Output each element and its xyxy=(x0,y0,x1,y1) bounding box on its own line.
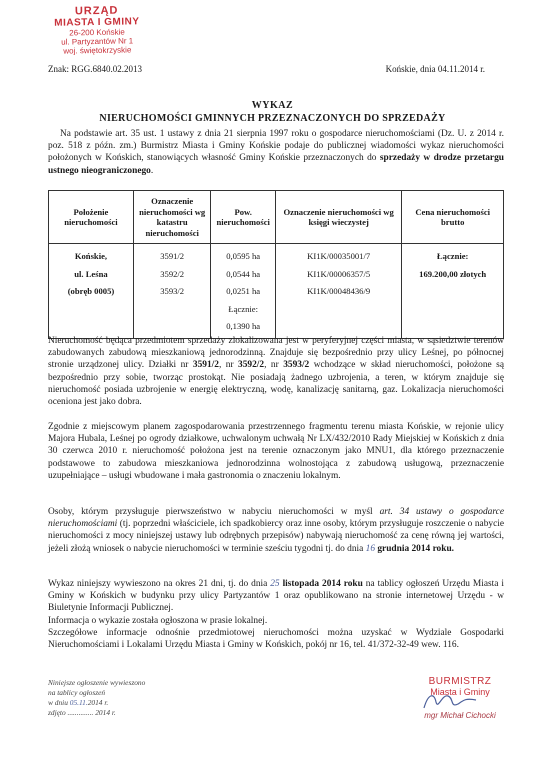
area-1: 0,0595 ha xyxy=(226,251,261,261)
stamp-line-5: woj. świętokrzyskie xyxy=(63,45,132,56)
note-posted-prefix: w dniu xyxy=(48,698,70,707)
note-line-4 xyxy=(48,708,145,718)
posting-text-2: na tablicy ogłoszeń Urzędu Miasta i Gminy w Końskich w budynku przy ulicy Partyzantów 1 oraz opublikowano na stronie internetowej Urzędu - w Biuletynie Informacji Publicznej. xyxy=(48,579,504,614)
description-text-1: Nieruchomość będąca przedmiotem sprzedaży zlokalizowana jest w peryferyjnej części miasta, w sąsiedztwie terenów zabudowanych zabudową mieszkaniową jednorodzinną. Znajduje się bezpośrednio przy ulicy Leśnej, po północnej stronie urządzonej ulicy. Działki nr xyxy=(48,336,504,371)
posting-day: 25 xyxy=(270,579,280,589)
posting-deadline: listopada 2014 roku xyxy=(279,579,363,589)
header-cadastral: Oznaczenie nieruchomości wg katastru nieruchomości xyxy=(133,191,211,244)
register-1: KI1K/00035001/7 xyxy=(307,251,371,261)
intro-text: Na podstawie art. 35 ust. 1 ustawy z dnia 21 sierpnia 1997 roku o gospodarce nieruchomościami (Dz. U. z 2014 r. poz. 518 z późn. zm.) Burmistrz Miasta i Gminy Końskie podaje do publicznej wiadomości wykaz nieruchomości położonych w Końskich, stanowiących własność Gminy Końskie przeznaczonych do xyxy=(48,129,504,164)
stamp-line-3: 26-200 Końskie xyxy=(69,27,125,38)
parcel-3: 3593/2 xyxy=(160,286,185,296)
cell-location xyxy=(49,244,134,339)
note-posted-date: 05.11. xyxy=(69,698,88,707)
header-location: Położenie nieruchomości xyxy=(49,191,134,244)
mayor-name: mgr Michał Cichocki xyxy=(424,711,496,720)
stamp-line-2: MIASTA I GMINY xyxy=(54,16,140,29)
parcel-ref-3: 3593/2 xyxy=(283,360,310,371)
press-paragraph: Informacja o wykazie została ogłoszona w prasie lokalnej. xyxy=(48,616,268,626)
area-2: 0,0544 ha xyxy=(226,268,261,279)
note-removed-prefix: zdjęto xyxy=(48,708,68,717)
priority-paragraph xyxy=(48,506,504,555)
priority-deadline-day: 16 xyxy=(365,543,375,554)
area-3: 0,0251 ha xyxy=(226,286,261,296)
office-stamp xyxy=(42,5,153,56)
description-paragraph xyxy=(48,335,504,408)
table-row xyxy=(49,244,504,339)
note-line-2: na tablicy ogłoszeń xyxy=(48,688,106,697)
description-text-3: , nr xyxy=(264,360,284,371)
posting-paragraph xyxy=(48,578,504,615)
price-value: 169.200,00 złotych xyxy=(419,268,487,279)
stamp-line-4: ul. Partyzantów Nr 1 xyxy=(61,36,134,47)
intro-end: . xyxy=(150,165,154,176)
reference-number: Znak: RGG.6840.02.2013 xyxy=(48,64,142,74)
cell-areas xyxy=(211,244,276,339)
location-line-3: (obręb 0005) xyxy=(67,286,115,296)
header-area: Pow. nieruchomości xyxy=(211,191,276,244)
table-header-row xyxy=(49,191,504,244)
description-text-2: , nr xyxy=(218,360,239,371)
register-3: KI1K/00048436/9 xyxy=(307,286,371,296)
area-total-label: Łącznie: xyxy=(228,303,258,314)
priority-text-1: Osoby, którym przysługuje pierwszeństwo w nabyciu nieruchomości w myśl xyxy=(48,507,380,517)
intro-bold-text: sprzedaży w drodze przetargu ustnego nieograniczonego xyxy=(48,153,504,176)
priority-law-ref: art. 34 ustawy o gospodarce nieruchomościami xyxy=(48,507,504,530)
priority-deadline: grudnia 2014 roku. xyxy=(375,543,455,554)
contact-paragraph: Szczegółowe informacje odnośnie przedmiotowej nieruchomości można uzyskać w Wydziale Gospodarki Nieruchomościami i Lokalami Urzędu Miasta i Gminy w Końskich, pokój nr 16, tel. 41/372-32-49 wew. 116. xyxy=(48,628,504,651)
header-land-register: Oznaczenie nieruchomości wg księgi wieczystej xyxy=(275,191,401,244)
document-subtitle: NIERUCHOMOŚCI GMINNYCH PRZEZNACZONYCH DO SPRZEDAŻY xyxy=(99,113,446,124)
zoning-plan-paragraph: Zgodnie z miejscowym planem zagospodarowania przestrzennego fragmentu terenu miasta Końskie, w rejonie ulicy Majora Hubala, Leśnej po ogrody działkowe, uchwalonym uchwałą Nr LX/432/2010 Rady Miejskiej w Końskich z dnia 30 czerwca 2010 r. nieruchomość położona jest na terenie oznaczonym jako MNU1, dla którego przeznaczenie podstawowe to zabudowa mieszkaniowa jednorodzinna wolnostojąca z zabudową usługową, przeznaczenie uzupełniające – usługi wbudowane i mała gastronomia o znaczeniu lokalnym. xyxy=(48,422,504,481)
parcel-2: 3592/2 xyxy=(160,268,185,279)
handwritten-signature xyxy=(420,688,480,714)
description-text-4: wchodzące w skład nieruchomości, położone są bezpośrednio przy sobie, tworząc prostokąt. Nie posiadają żadnego uzbrojenia, a teren, w którym znajduje się nieruchomość posiada uzbrojenie w energię elektryczną, wodę, kanalizację sanitarną, gaz. Lokalizacja nieruchomości oceniona jest jako dobra. xyxy=(48,360,504,408)
parcel-ref-2: 3592/2 xyxy=(238,360,265,371)
cell-parcels xyxy=(133,244,211,339)
parcel-ref-1: 3591/2 xyxy=(192,360,219,371)
property-table xyxy=(48,190,504,339)
parcel-1: 3591/2 xyxy=(160,251,185,261)
location-line-1: Końskie, xyxy=(74,251,108,261)
register-2: KI1K/00006357/5 xyxy=(307,268,371,279)
price-label: Łącznie: xyxy=(436,251,469,261)
header-price: Cena nieruchomości brutto xyxy=(402,191,504,244)
area-total: 0,1390 ha xyxy=(226,321,261,331)
note-posted-suffix: 2014 r. xyxy=(87,698,109,707)
intro-paragraph xyxy=(48,128,504,177)
location-line-2: ul. Leśna xyxy=(74,268,108,279)
document-date: Końskie, dnia 04.11.2014 r. xyxy=(385,64,485,74)
note-removed-dots: .............. xyxy=(67,708,94,717)
priority-text-2: (tj. poprzedni właściciele, ich spadkobiercy oraz inne osoby, którym przysługuje roszczenie o nabycie nieruchomości z mocy niniejszej ustawy lub odrębnych przepisów) nabywają nieruchomość za cenę równą jej wartości, jeżeli złożą wniosek o nabycie nieruchomości w terminie sześciu tygodni tj. do dnia xyxy=(48,519,504,554)
stamp-line-1: URZĄD xyxy=(74,4,119,18)
note-removed-suffix: 2014 r. xyxy=(93,708,116,717)
posting-text-1: Wykaz niniejszy wywieszono na okres 21 dni, tj. do dnia xyxy=(48,579,271,589)
note-line-3 xyxy=(48,698,145,708)
posting-note xyxy=(48,678,145,718)
document-title: WYKAZ xyxy=(251,100,294,111)
mayor-title: BURMISTRZ xyxy=(428,676,492,687)
mayor-office: Miasta i Gminy xyxy=(430,687,490,697)
note-line-1: Niniejsze ogłoszenie wywieszono xyxy=(48,678,146,687)
cell-price xyxy=(402,244,504,339)
cell-registers xyxy=(275,244,401,339)
